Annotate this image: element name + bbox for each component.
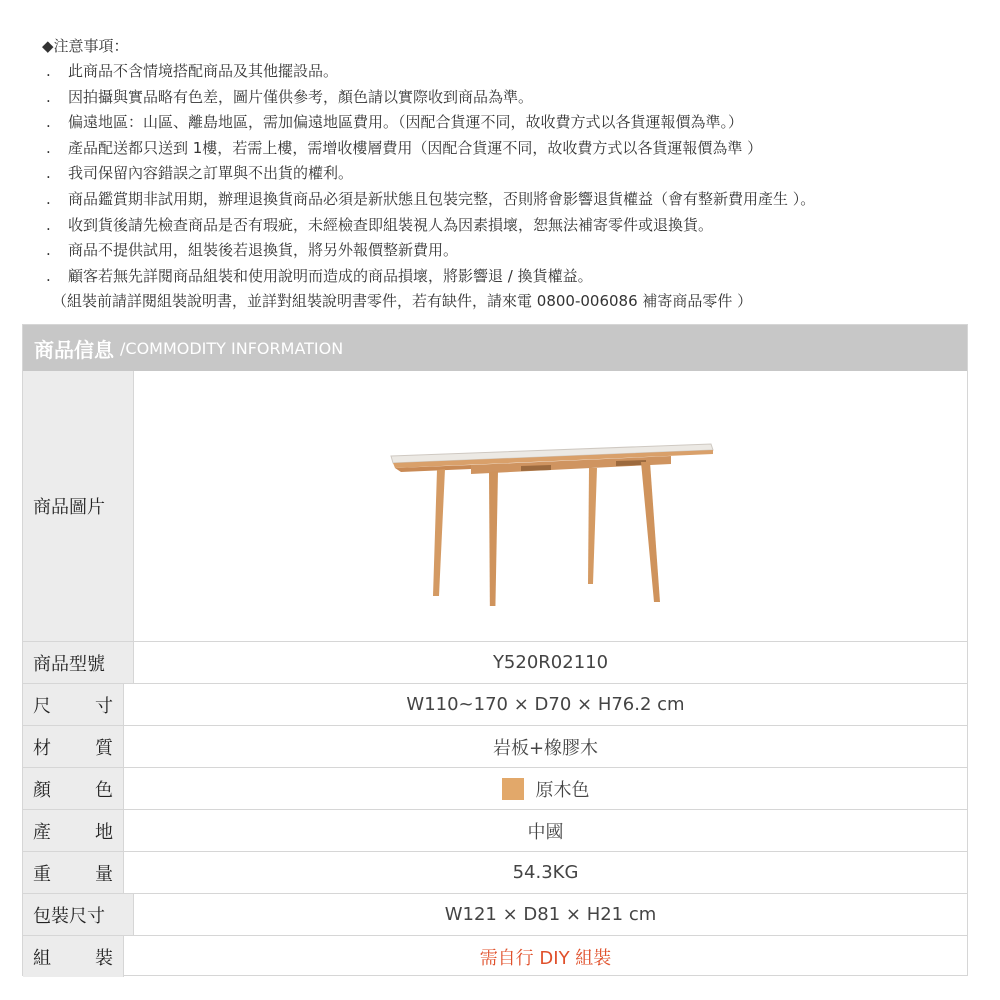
origin-row (23, 809, 967, 851)
table-header-title: 商品信息 (34, 337, 114, 362)
assembly-note: （組裝前請詳閱組裝說明書，並詳對組裝說明書零件，若有缺件，請來電 0800-006086 補寄商品零件 ） (52, 292, 753, 311)
color-value (124, 768, 967, 809)
assembly-value: 需自行 DIY 組裝 (479, 947, 612, 969)
notice-item: . 我司保留內容錯誤之訂單與不出貨的權利。 (46, 164, 354, 183)
weight-row (23, 851, 967, 893)
notice-item: . 顧客若無先詳閱商品組裝和使用說明而造成的商品損壞，將影響退 / 換貨權益。 (46, 266, 593, 285)
material-value: 岩板+橡膠木 (492, 737, 599, 759)
origin-label: 產 地 (23, 810, 124, 851)
model-row (23, 641, 967, 683)
assembly-row (23, 935, 967, 977)
notice-item: . 此商品不含情境搭配商品及其他擺設品。 (46, 62, 339, 80)
model-label: 商品型號 (23, 642, 134, 683)
notice-item: . 因拍攝與實品略有色差，圖片僅供參考，顏色請以實際收到商品為準。 (46, 87, 534, 106)
notice-item: . 產品配送都只送到 1樓，若需上樓，需增收樓層費用（因配合貨運不同，故收費方式以各貨運報價為準 ） (46, 138, 763, 157)
size-value: W110~170 × D70 × H76.2 cm (406, 694, 685, 715)
package-label: 包裝尺寸 (23, 894, 134, 935)
commodity-info-table (22, 324, 968, 976)
notice-item: . 偏遠地區：山區、離島地區，需加偏遠地區費用。（因配合貨運不同，故收費方式以各貨運報價為準。） (46, 113, 744, 132)
notice-title: ◆注意事項： (42, 37, 129, 55)
notice-item: . 商品鑑賞期非試用期，辦理退換貨商品必須是新狀態且包裝完整，否則將會影響退貨權益（會有整新費用產生 ）。 (46, 189, 816, 208)
package-row (23, 893, 967, 935)
material-label: 材 質 (23, 726, 124, 767)
color-name: 原木色 (535, 779, 590, 801)
weight-value: 54.3KG (512, 862, 579, 883)
table-header (23, 325, 967, 371)
dining-table-illustration (371, 406, 731, 606)
notice-item: . 收到貨後請先檢查商品是否有瑕疵，未經檢查即組裝視人為因素損壞，恕無法補寄零件或退換貨。 (46, 215, 714, 234)
product-image (134, 371, 967, 641)
model-value: Y520R02110 (492, 652, 609, 673)
assembly-label: 組 裝 (23, 936, 124, 977)
weight-label: 重 量 (23, 852, 124, 893)
product-image-row (23, 371, 967, 641)
origin-value: 中國 (527, 821, 564, 843)
color-label: 顏 色 (23, 768, 124, 809)
size-label: 尺 寸 (23, 684, 124, 725)
size-row (23, 683, 967, 725)
material-row (23, 725, 967, 767)
notice-item: . 商品不提供試用，組裝後若退換貨，將另外報價整新費用。 (46, 241, 459, 260)
notice-section (42, 34, 982, 314)
image-label: 商品圖片 (23, 371, 134, 641)
table-header-subtitle: /COMMODITY INFORMATION (120, 338, 344, 358)
color-swatch (502, 778, 524, 800)
package-value: W121 × D81 × H21 cm (444, 904, 657, 925)
color-row (23, 767, 967, 809)
